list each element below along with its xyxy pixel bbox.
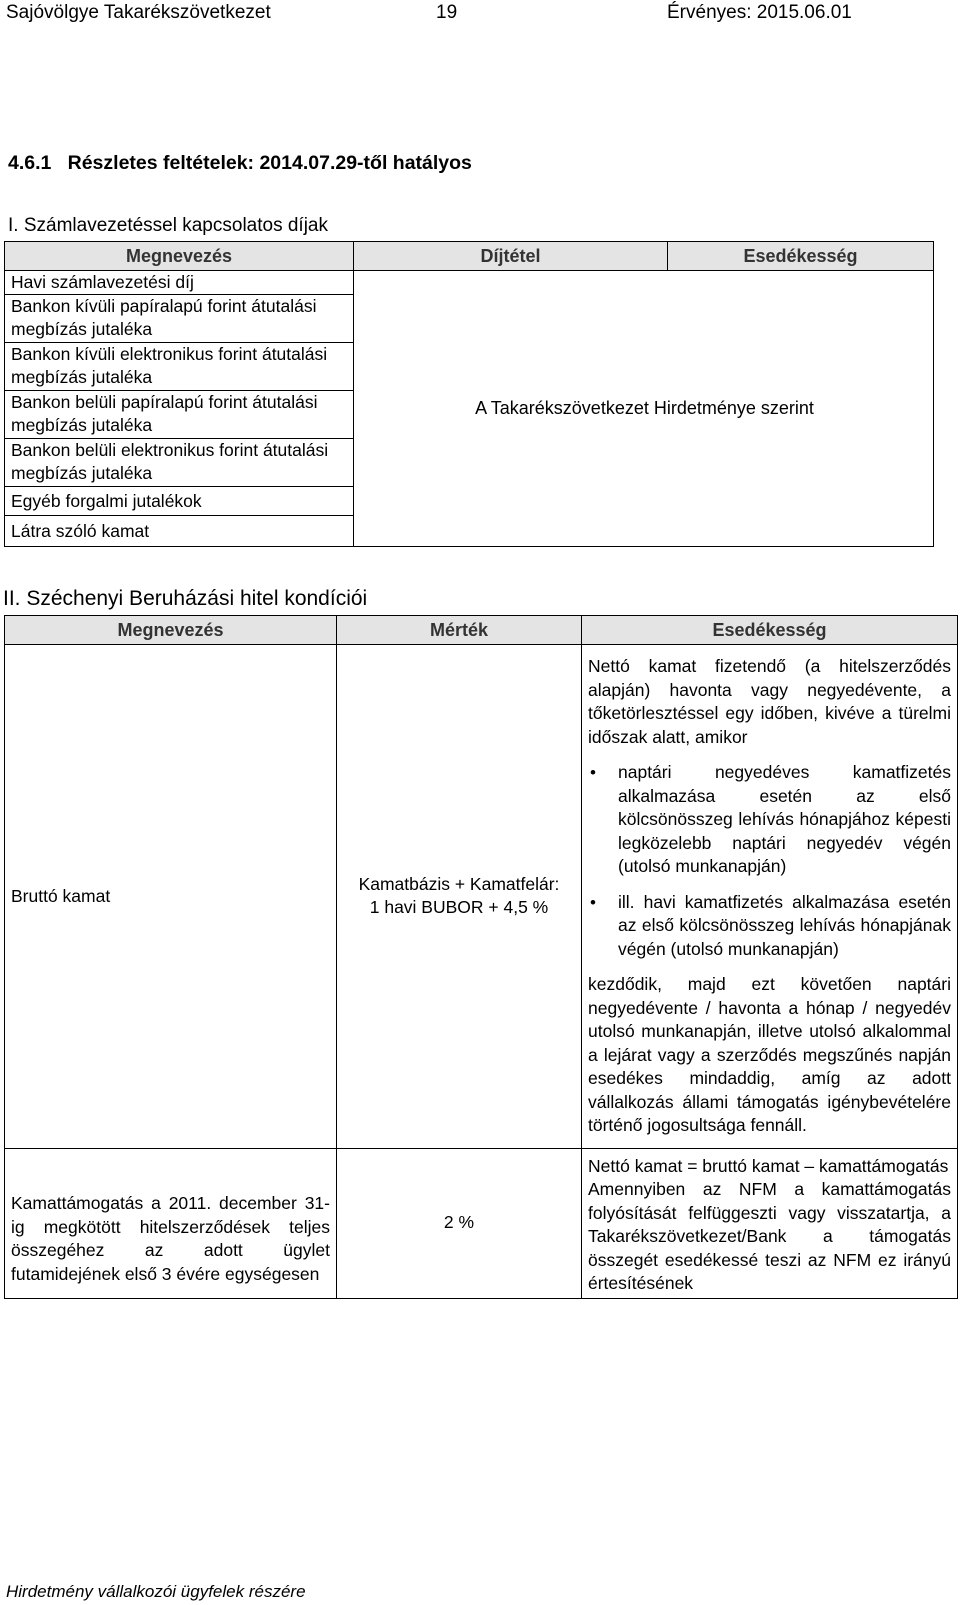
table-row [5,645,958,1149]
due-intro: Nettó kamat fizetendő (a hitelszerződés alapján) havonta vagy negyedévente, a tőketörlesztéssel egy időben, kivéve a türelmi időszak alatt, amikor [588,656,951,747]
col-header-rate: Mérték [337,616,582,645]
rate-line2: 1 havi BUBOR + 4,5 % [369,897,549,918]
col-header-fee: Díjtétel [354,242,668,271]
fee-item: Bankon belüli elektronikus forint átutalási megbízás jutaléka [5,439,354,487]
header-page-number: 19 [436,2,458,23]
due-outro: kezdődik, majd ezt követően naptári negyedévente / havonta a hónap / negyedév utolsó munkanapján, illetve utolsó alkalommal a lejárat vagy a szerződés megszűnés napján esedékes mindaddig, amíg az adott vállalkozás állami támogatás igénybevételére történő jogosultsága fennáll. [588,974,951,1135]
fee-item: Bankon kívüli elektronikus forint átutalási megbízás jutaléka [5,343,354,391]
loan-table-header [5,616,958,645]
col-header-due: Esedékesség [668,242,934,271]
page-footer: Hirdetmény vállalkozói ügyfelek részére [6,1582,306,1601]
section1-heading: I. Számlavezetéssel kapcsolatos díjak [8,215,328,236]
due-bullet-list [588,761,951,961]
rate-line1: Kamatbázis + Kamatfelár: [358,873,560,894]
fee-item: Bankon belüli papíralapú forint átutalási megbízás jutaléka [5,391,354,439]
header-validity: Érvényes: 2015.06.01 [667,2,852,23]
fees-table [4,241,934,547]
fees-table-header [5,242,934,271]
loan-conditions-table [4,615,958,1299]
due-bullet-item: • naptári negyedéves kamatfizetés alkalmazása esetén az első kölcsönösszeg lehívás hónapjához képesti legközelebb naptári negyedév végén (utolsó munkanapján) [588,761,951,879]
fee-item: Egyéb forgalmi jutalékok [5,487,354,516]
fee-value: A Takarékszövetkezet Hirdetménye szerint [354,271,934,547]
fee-item: Látra szóló kamat [5,516,354,547]
row-due-interest-subsidy [582,1148,958,1298]
due-suspension-note: Amennyiben az NFM a kamattámogatás folyósítását felfüggeszti vagy visszatartja, a Takarékszövetkezet/Bank a támogatás összegét esedékessé teszi az NFM ez irányú értesítésének [588,1179,951,1293]
col-header-name: Megnevezés [5,242,354,271]
row-due-gross-interest [582,645,958,1149]
due-net-interest: Nettó kamat = bruttó kamat – kamattámogatás [588,1155,949,1176]
table-row [5,1148,958,1298]
section2-heading: II. Széchenyi Beruházási hitel kondíciói [3,587,368,610]
fee-item: Bankon kívüli papíralapú forint átutalási megbízás jutaléka [5,295,354,343]
col-header-name: Megnevezés [5,616,337,645]
row-name-gross-interest: Bruttó kamat [5,645,337,1149]
table-row [5,271,934,295]
col-header-due: Esedékesség [582,616,958,645]
due-bullet-item: • ill. havi kamatfizetés alkalmazása esetén az első kölcsönösszeg lehívás hónapjának végén (utolsó munkanapján) [588,891,951,962]
row-rate-gross-interest [337,645,582,1149]
page-title: 4.6.1 Részletes feltételek: 2014.07.29-től hatályos [8,152,472,174]
fee-item: Havi számlavezetési díj [5,271,354,295]
header-company: Sajóvölgye Takarékszövetkezet [6,2,271,23]
row-rate-interest-subsidy: 2 % [337,1148,582,1298]
row-name-interest-subsidy: Kamattámogatás a 2011. december 31-ig megkötött hitelszerződések teljes összegéhez az adott ügylet futamidejének első 3 évére egységesen [5,1148,337,1298]
